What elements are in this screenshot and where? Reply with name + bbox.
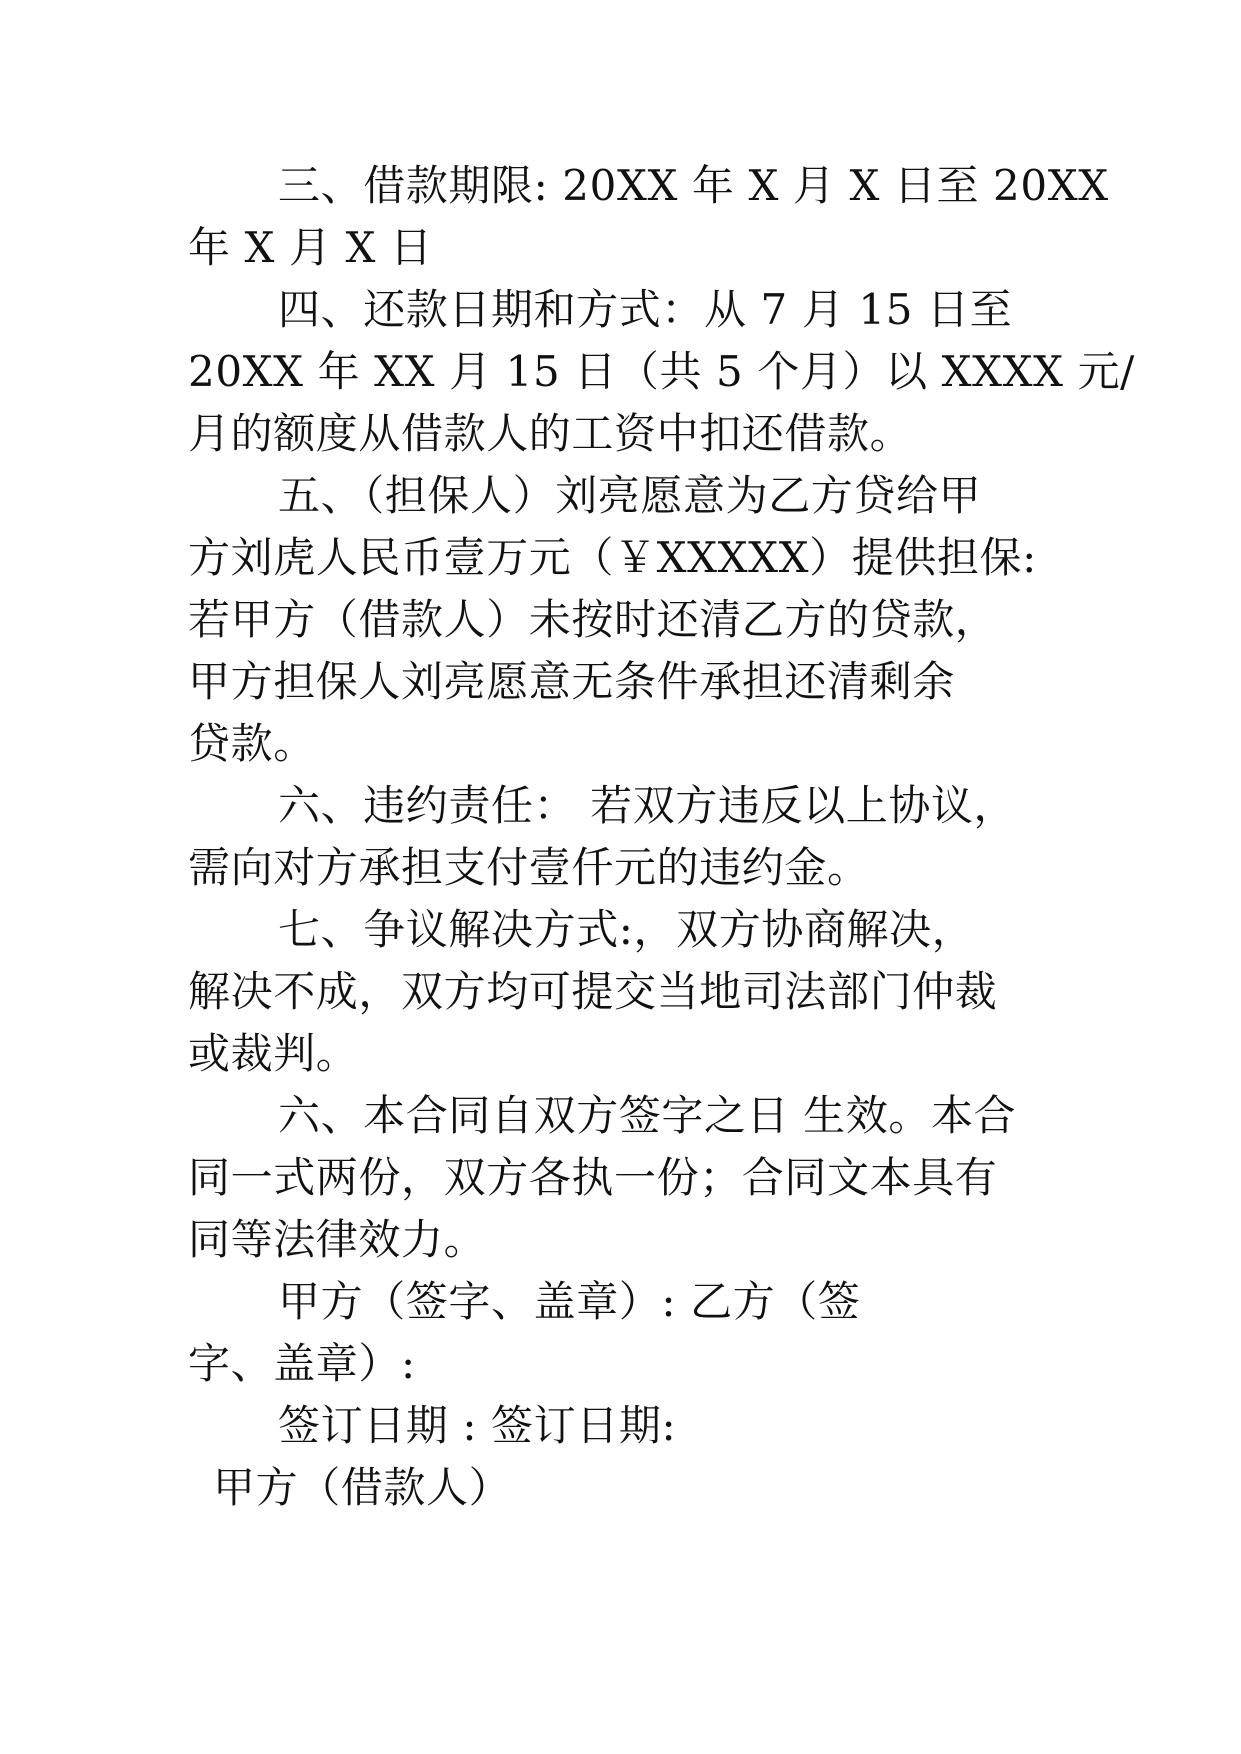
clause-3-line-1: 三、借款期限: 20XX 年 X 月 X 日至 20XX xyxy=(278,161,1109,210)
signing-date-line: 签订日期 : 签订日期: xyxy=(278,1401,677,1450)
clause-5-line-5: 贷款。 xyxy=(188,719,316,768)
borrower-label: 甲方（借款人） xyxy=(213,1463,512,1512)
clause-7-line-2: 解决不成，双方均可提交当地司法部门仲裁 xyxy=(188,967,998,1016)
clause-4-line-2: 20XX 年 XX 月 15 日（共 5 个月）以 XXXX 元/ xyxy=(188,347,1135,396)
clause-4-line-1: 四、还款日期和方式：从 7 月 15 日至 xyxy=(278,285,1013,334)
clause-5-line-2: 方刘虎人民币壹万元（￥XXXXX）提供担保: xyxy=(188,533,1037,582)
clause-5-line-1: 五、（担保人）刘亮愿意为乙方贷给甲 xyxy=(278,471,982,520)
clause-5-line-3: 若甲方（借款人）未按时还清乙方的贷款， xyxy=(188,595,998,644)
clause-7-line-1: 七、争议解决方式:，双方协商解决， xyxy=(278,905,975,954)
clause-effective-line-1: 六、本合同自双方签字之日 生效。本合 xyxy=(278,1091,1017,1140)
clause-4-line-3: 月的额度从借款人的工资中扣还借款。 xyxy=(188,409,913,458)
clause-6-line-2: 需向对方承担支付壹仟元的违约金。 xyxy=(188,843,870,892)
clause-6-line-1: 六、违约责任： 若双方违反以上协议， xyxy=(278,781,1017,830)
clause-7-line-3: 或裁判。 xyxy=(188,1029,359,1078)
signature-line-2: 字、盖章）: xyxy=(188,1339,416,1388)
signature-line-1: 甲方（签字、盖章）: 乙方（签 xyxy=(278,1277,861,1326)
clause-effective-line-3: 同等法律效力。 xyxy=(188,1215,487,1264)
clause-5-line-4: 甲方担保人刘亮愿意无条件承担还清剩余 xyxy=(188,657,955,706)
clause-effective-line-2: 同一式两份，双方各执一份；合同文本具有 xyxy=(188,1153,998,1202)
clause-3-line-2: 年 X 月 X 日 xyxy=(188,223,433,272)
